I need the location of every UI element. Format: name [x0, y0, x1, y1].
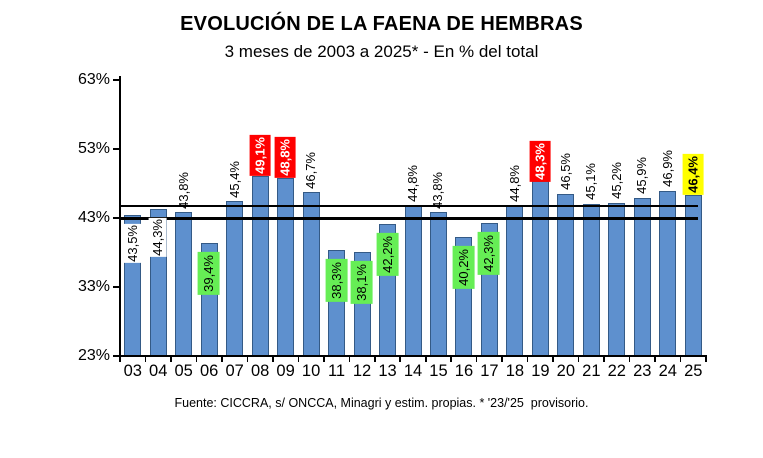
x-axis-tick — [578, 357, 580, 362]
bar — [175, 212, 192, 356]
bar — [634, 198, 651, 356]
bar-value-label: 38,3% — [326, 259, 348, 302]
bar-value-label: 44,8% — [506, 164, 522, 202]
bar-value-label: 45,2% — [608, 161, 624, 199]
bar-value-label: 45,1% — [583, 162, 599, 200]
x-axis-tick — [323, 357, 325, 362]
y-axis-tick-label: 63% — [77, 71, 110, 88]
x-axis-category-label: 06 — [199, 362, 219, 380]
y-axis-tick-label: 53% — [77, 140, 110, 157]
x-axis-tick — [425, 357, 427, 362]
y-axis-tick-label: 43% — [77, 209, 110, 226]
x-axis-category-label: 17 — [480, 362, 499, 380]
chart-subtitle: 3 meses de 2003 a 2025* - En % del total — [224, 42, 539, 61]
x-axis-category-label: 12 — [352, 362, 372, 380]
x-axis-category-label: 22 — [607, 362, 626, 380]
bar — [583, 204, 600, 356]
x-axis-category-label: 23 — [633, 362, 652, 380]
x-axis-tick — [450, 357, 452, 362]
x-axis-tick — [629, 357, 631, 362]
x-axis-tick — [603, 357, 605, 362]
x-axis-category-label: 09 — [276, 362, 295, 380]
bar-value-label: 46,4% — [683, 154, 704, 195]
x-axis-tick — [272, 357, 274, 362]
bar-value-label: 44,8% — [405, 164, 420, 202]
x-axis-tick — [552, 357, 554, 362]
x-axis-tick — [399, 357, 401, 362]
x-axis-tick — [654, 357, 656, 362]
x-axis-category-label: 05 — [174, 362, 193, 380]
x-axis-category-label: 18 — [505, 362, 525, 380]
x-axis-category-label: 07 — [225, 362, 244, 380]
y-axis-tick — [113, 286, 120, 288]
x-axis-category-label: 10 — [301, 362, 321, 380]
y-axis-tick-label: 33% — [77, 278, 110, 295]
x-axis-tick — [527, 357, 529, 362]
x-axis-category-label: 19 — [531, 362, 550, 380]
bar-value-label: 39,4% — [198, 252, 220, 295]
bar — [430, 212, 447, 356]
x-axis-category-label: 14 — [403, 362, 423, 380]
bar-value-label: 42,2% — [377, 233, 399, 276]
bar — [226, 201, 243, 356]
x-axis-category-label: 21 — [582, 362, 601, 380]
x-axis-category-label: 25 — [684, 362, 703, 380]
x-axis-category-label: 15 — [429, 362, 448, 380]
y-axis-tick — [113, 217, 120, 219]
bar-value-label: 49,1% — [250, 135, 271, 176]
x-axis-tick — [680, 357, 682, 362]
bar-value-label: 45,9% — [634, 157, 650, 194]
y-axis-tick — [113, 79, 120, 81]
bar-value-label: 46,7% — [303, 151, 319, 189]
bar — [608, 203, 625, 356]
x-axis — [119, 355, 707, 357]
x-axis-category-label: 20 — [556, 362, 576, 380]
bar-value-label: 45,4% — [226, 160, 242, 198]
x-axis-category-label: 16 — [454, 362, 474, 380]
x-axis-tick — [170, 357, 172, 362]
bar-value-label: 43,5% — [124, 224, 140, 262]
x-axis-tick — [145, 357, 147, 362]
bar — [659, 191, 676, 356]
bar-value-label: 43,8% — [175, 171, 191, 209]
x-axis-tick — [221, 357, 223, 362]
x-axis-tick — [298, 357, 300, 362]
plot-area — [77, 71, 706, 380]
y-axis-tick-label: 23% — [77, 347, 110, 364]
y-axis-tick — [113, 148, 120, 150]
x-axis-category-label: 11 — [327, 362, 346, 380]
bar-value-label: 48,3% — [530, 141, 551, 182]
x-axis-tick — [119, 357, 121, 362]
x-axis-tick — [349, 357, 351, 362]
bar — [532, 181, 549, 356]
x-axis-category-label: 08 — [250, 362, 270, 380]
chart-title: EVOLUCIÓN DE LA FAENA DE HEMBRAS — [180, 13, 583, 35]
bar-value-label: 38,1% — [351, 261, 373, 304]
x-axis-tick — [705, 357, 707, 362]
bar-value-label: 42,3% — [478, 232, 500, 275]
x-axis-category-label: 13 — [378, 362, 397, 380]
bar — [405, 206, 422, 356]
bar — [506, 206, 523, 356]
bar-value-label: 46,9% — [659, 150, 675, 188]
bar-value-label: 48,8% — [275, 137, 296, 178]
x-axis-tick — [374, 357, 376, 362]
bar-value-label: 44,3% — [150, 219, 166, 256]
bar-value-label: 40,2% — [453, 246, 475, 289]
x-axis-category-label: 04 — [149, 362, 168, 380]
reference-line — [120, 205, 698, 208]
bar — [252, 176, 269, 356]
x-axis-tick — [196, 357, 198, 362]
bar-value-label: 43,8% — [430, 171, 446, 209]
reference-line — [120, 217, 698, 220]
source-note: Fuente: CICCRA, s/ ONCCA, Minagri y estim. propias. * '23/'25 provisorio. — [174, 396, 589, 410]
x-axis-category-label: 03 — [123, 362, 142, 380]
x-axis-category-label: 24 — [658, 362, 677, 380]
x-axis-tick — [476, 357, 478, 362]
bar-value-label: 46,5% — [557, 152, 573, 190]
x-axis-tick — [501, 357, 503, 362]
x-axis-tick — [247, 357, 249, 362]
